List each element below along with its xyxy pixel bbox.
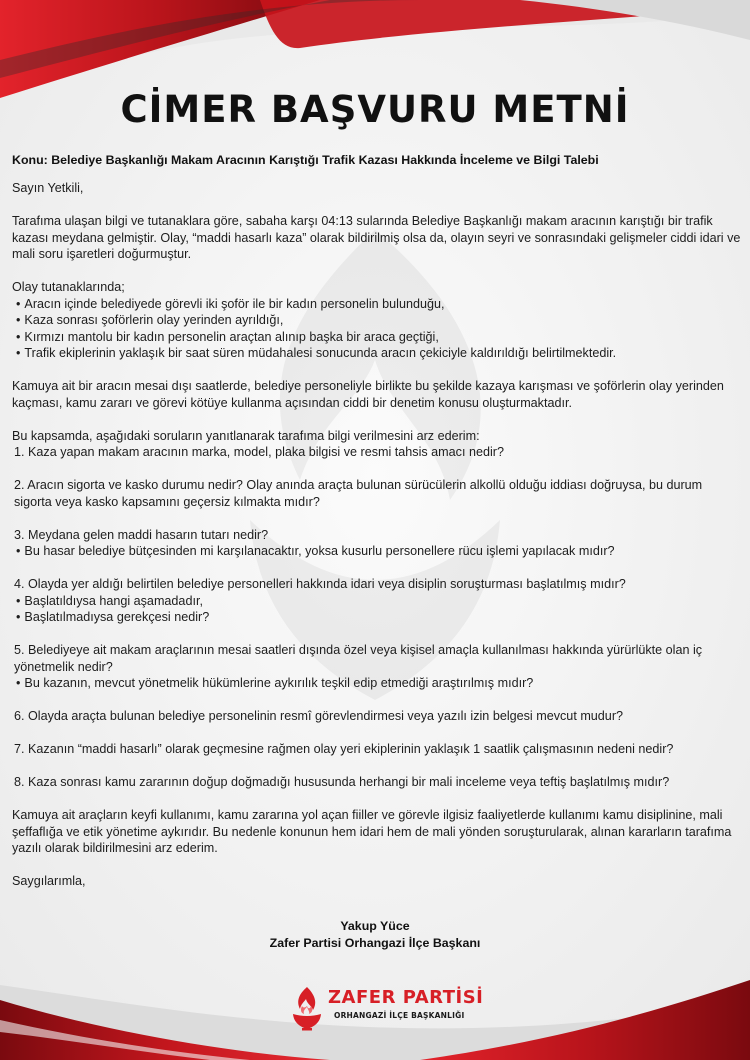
question-5: 5. Belediyeye ait makam araçlarının mesai saatleri dışında özel veya kişisel amaçla kullanılması hakkında yürürlükte olan iç yönetmelik nedir?: [14, 643, 703, 674]
question-5-bullets: [12, 675, 742, 692]
question-2: 2. Aracın sigorta ve kasko durumu nedir? Olay anında araçta bulunan sürücülerin alkollü olduğu iddiası doğruysa, bu durum sigorta veya kasko kapsamını geçersiz kılmakta mıdır?: [14, 478, 703, 509]
records-heading: Olay tutanaklarında;: [12, 280, 125, 294]
list-item: • Trafik ekiplerinin yaklaşık bir saat süren müdahalesi sonucunda aracın çekiciyle kaldırıldığı belirtilmektedir.: [12, 345, 742, 362]
page-title: CİMER BAŞVURU METNİ: [120, 88, 630, 131]
assessment-paragraph: Kamuya ait bir aracın mesai dışı saatlerde, belediye personeliyle birlikte bu şekilde kazaya karışması ve şoförlerin olay yerinden kaçması, kamu zararı ve görevi kötüye kullanma açısından ciddi bir denetim konusu oluşturmaktadır.: [12, 379, 724, 410]
list-item: • Başlatılmadıysa gerekçesi nedir?: [12, 609, 742, 626]
list-item: • Aracın içinde belediyede görevli iki şoför ile bir kadın personelin bulunduğu,: [12, 296, 742, 313]
list-item: • Bu kazanın, mevcut yönetmelik hükümlerine aykırılık teşkil edip etmediği araştırılmış mıdır?: [12, 675, 742, 692]
list-item: • Bu hasar belediye bütçesinden mi karşılanacaktır, yoksa kusurlu personellere rücu işlemi yapılacak mıdır?: [12, 543, 742, 560]
signature-block: [0, 918, 750, 952]
conclusion-paragraph: Kamuya ait araçların keyfi kullanımı, kamu zararına yol açan fiiller ve görevle ilgisiz faaliyetlerde kullanımı kamu disiplinine, mali şeffaflığa ve etik yönetime aykırıdır. Bu nedenle konunun hem idari hem de mali yönden soruşturularak, alınan kararların tarafıma yazılı olarak bildirilmesini arz ederim.: [12, 808, 732, 855]
list-item: • Başlatıldıysa hangi aşamadadır,: [12, 593, 742, 610]
request-intro: Bu kapsamda, aşağıdaki soruların yanıtlanarak tarafıma bilgi verilmesini arz ederim:: [12, 428, 480, 443]
signatory-name: Yakup Yüce: [340, 919, 410, 933]
records-list: [12, 296, 742, 362]
list-item: • Kaza sonrası şoförlerin olay yerinden ayrıldığı,: [12, 312, 742, 329]
greeting: Sayın Yetkili,: [12, 181, 84, 195]
flame-bowl-icon: [290, 985, 324, 1031]
question-4: 4. Olayda yer aldığı belirtilen belediye personelleri hakkında idari veya disiplin soruşturması başlatılmış mıdır?: [14, 577, 626, 591]
question-7: 7. Kazanın “maddi hasarlı” olarak geçmesine rağmen olay yeri ekiplerinin yaklaşık 1 saatlik çalışmasının nedeni nedir?: [14, 742, 674, 756]
signatory-position: Zafer Partisi Orhangazi İlçe Başkanı: [269, 936, 481, 950]
list-item: • Kırmızı mantolu bir kadın personelin araçtan alınıp başka bir araca geçtiği,: [12, 329, 742, 346]
question-6: 6. Olayda araçta bulunan belediye personelinin resmî görevlendirmesi veya yazılı izin belgesi mevcut mudur?: [14, 709, 624, 723]
question-8: 8. Kaza sonrası kamu zararının doğup doğmadığı hususunda herhangi bir mali inceleme veya teftiş başlatılmış mıdır?: [14, 775, 670, 789]
logo-name: ZAFER PARTİSİ: [328, 987, 484, 1008]
question-1: 1. Kaza yapan makam aracının marka, model, plaka bilgisi ve resmi tahsis amacı nedir?: [14, 445, 504, 459]
closing: Saygılarımla,: [12, 874, 86, 888]
intro-paragraph: Tarafıma ulaşan bilgi ve tutanaklara göre, sabaha karşı 04:13 sularında Belediye Başkanlığı makam aracının karıştığı bir trafik kazası meydana gelmiştir. Olay, “maddi hasarlı kaza” olarak bildirilmiş olsa da, olayın seyri ve sonrasındaki gelişmeler ciddi idari ve mali soru işaretleri doğurmuştur.: [12, 214, 741, 261]
subject-line: Konu: Belediye Başkanlığı Makam Aracının Karıştığı Trafik Kazası Hakkında İnceleme ve Bilgi Talebi: [12, 153, 599, 167]
question-3-bullets: [12, 543, 742, 560]
letter-body: [12, 180, 742, 890]
question-3: 3. Meydana gelen maddi hasarın tutarı nedir?: [14, 527, 269, 542]
logo-subtitle: ORHANGAZİ İLÇE BAŞKANLIĞI: [334, 1011, 465, 1020]
party-logo: [290, 985, 484, 1035]
question-4-bullets: [12, 593, 742, 626]
